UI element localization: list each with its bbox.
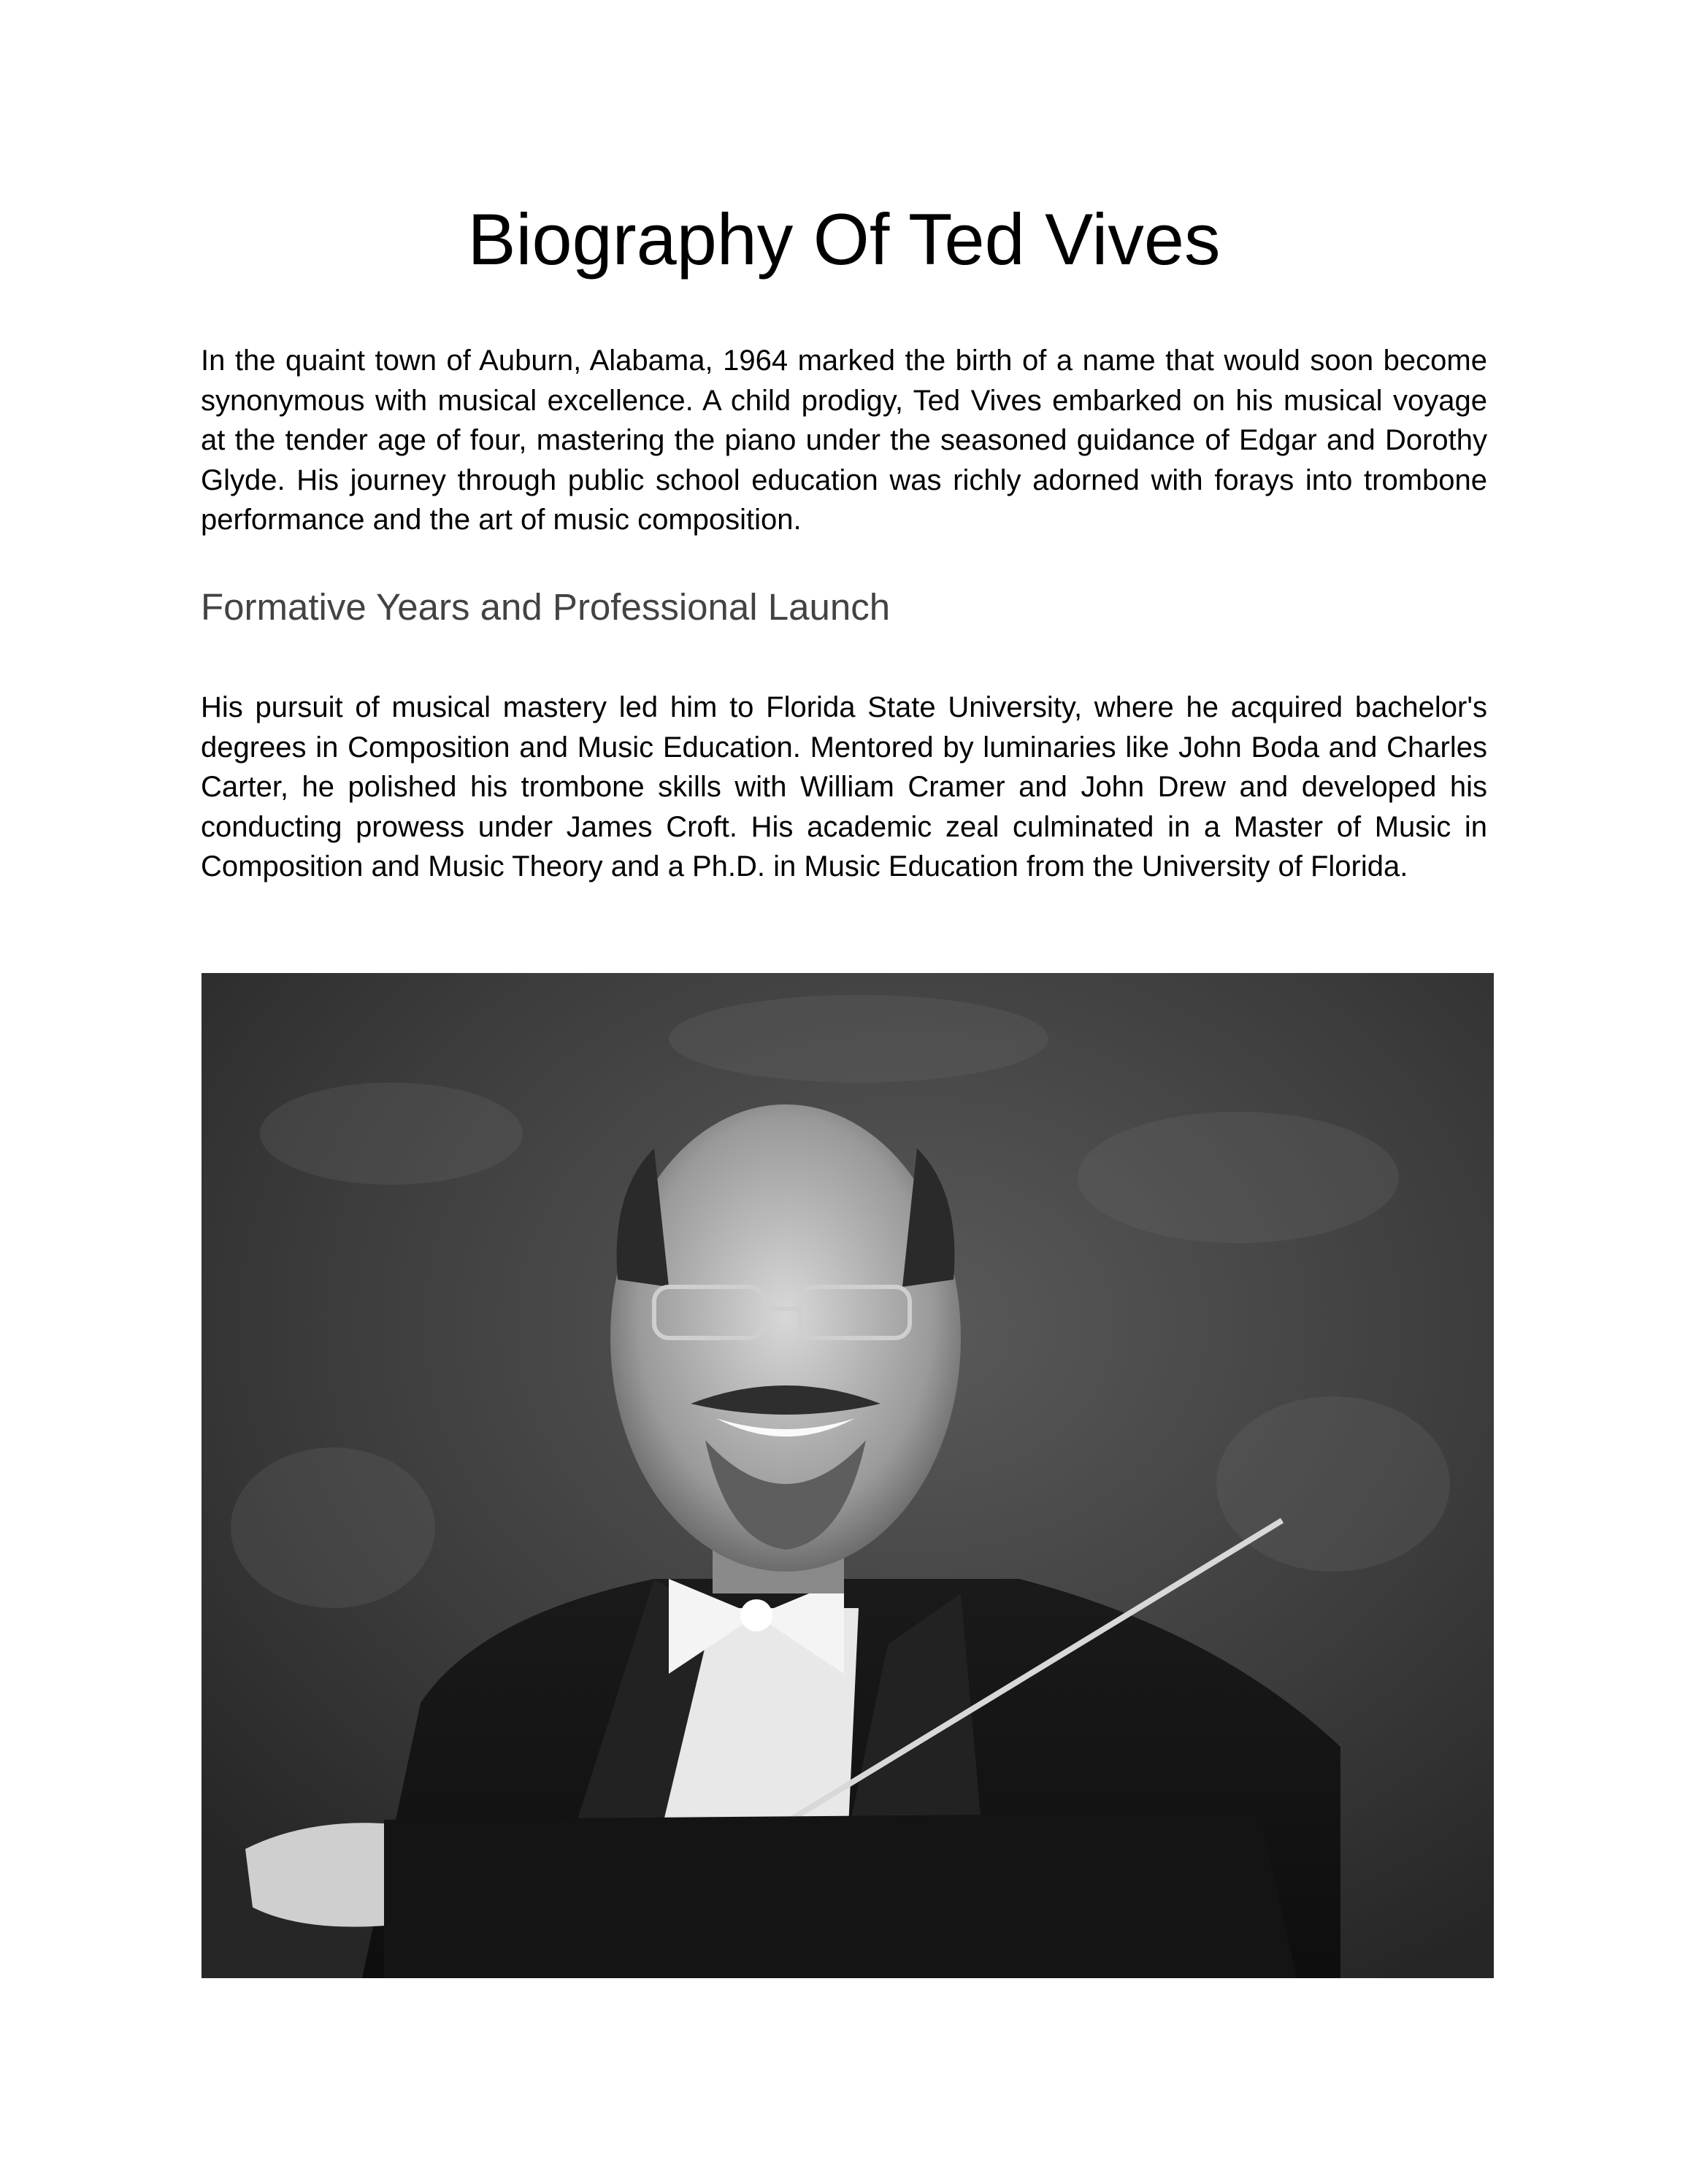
- section-heading: Formative Years and Professional Launch: [201, 586, 891, 628]
- portrait-image-icon: [202, 973, 1494, 1978]
- portrait-photo: [202, 973, 1494, 1978]
- page-title: Biography Of Ted Vives: [467, 199, 1221, 280]
- intro-paragraph: In the quaint town of Auburn, Alabama, 1964 marked the birth of a name that would soon become synonymous with musical excellence. A child prodigy, Ted Vives embarked on his musical voyage at the tender age of four, mastering the piano under the seasoned guidance of Edgar and Dorothy Glyde. His journey through public school education was richly adorned with forays into trombone performance and the art of music composition.: [201, 345, 1487, 536]
- section-paragraph: His pursuit of musical mastery led him to Florida State University, where he acquired bachelor's degrees in Composition and Music Education. Mentored by luminaries like John Boda and Charles Carter, he polished his trombone skills with William Cramer and John Drew and developed his conducting prowess under James Croft. His academic zeal culminated in a Master of Music in Composition and Music Theory and a Ph.D. in Music Education from the University of Florida.: [201, 691, 1487, 883]
